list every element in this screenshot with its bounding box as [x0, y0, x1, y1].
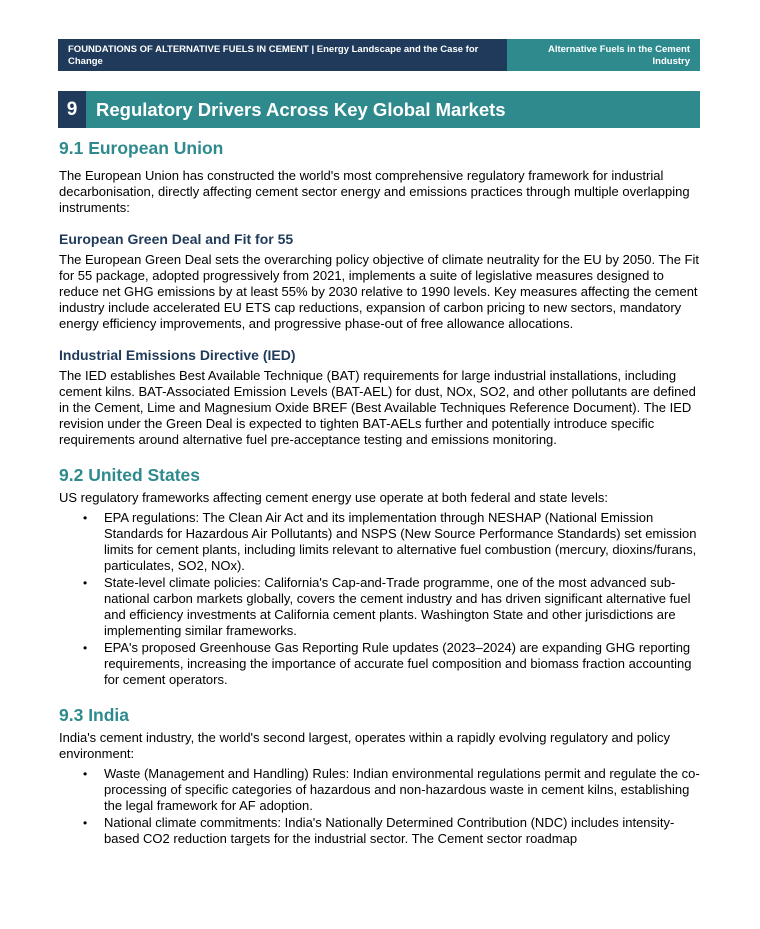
list-item-text: EPA's proposed Greenhouse Gas Reporting Rule updates (2023–2024) are expanding GHG reporting requirements, increasing the importance of accurate fuel composition and biomass fraction accounting for cement operators. — [104, 640, 692, 687]
india-intro-paragraph: India's cement industry, the world's second largest, operates within a rapidly evolving regulatory and policy environment: — [59, 730, 670, 761]
bullet-icon: • — [83, 816, 88, 830]
us-bullet-list — [83, 510, 704, 688]
header-left-title: FOUNDATIONS OF ALTERNATIVE FUELS IN CEMENT | Energy Landscape and the Case for Change — [58, 39, 507, 71]
section-heading-eu: 9.1 European Union — [59, 138, 224, 158]
eu-intro-paragraph: The European Union has constructed the world's most comprehensive regulatory framework for industrial decarbonisation, directly affecting cement sector energy and emissions practices through multiple overlapping instruments: — [59, 168, 690, 215]
bullet-icon: • — [83, 641, 88, 655]
list-item — [83, 815, 704, 847]
bullet-icon: • — [83, 767, 88, 781]
section-heading-us: 9.2 United States — [59, 465, 201, 485]
bullet-icon: • — [83, 511, 88, 525]
list-item-text: Waste (Management and Handling) Rules: Indian environmental regulations permit and regulate the co-processing of specific categories of hazardous and non-hazardous waste in cement kilns, establishing the legal framework for AF adoption. — [104, 766, 700, 813]
running-header — [58, 39, 700, 71]
chapter-number: 9 — [58, 91, 86, 128]
bullet-icon: • — [83, 576, 88, 590]
list-item-text: State-level climate policies: California's Cap-and-Trade programme, one of the most advanced sub-national carbon markets globally, covers the cement industry and has driven significant alternative fuel and efficiency investments at California cement plants. Washington State and other jurisdictions are implementing similar frameworks. — [104, 575, 691, 638]
ied-paragraph: The IED establishes Best Available Technique (BAT) requirements for large industrial installations, including cement kilns. BAT-Associated Emission Levels (BAT-AEL) for dust, NOx, SO2, and other pollutants are defined in the Cement, Lime and Magnesium Oxide BREF (Best Available Techniques Reference Document). The IED revision under the Green Deal is expected to tighten BAT-AELs further and potentially introduce specific requirements around alternative fuel pre-acceptance testing and emissions monitoring. — [59, 368, 696, 447]
subheading-green-deal: European Green Deal and Fit for 55 — [59, 231, 294, 247]
list-item-text: National climate commitments: India's Nationally Determined Contribution (NDC) includes intensity-based CO2 reduction targets for the industrial sector. The Cement sector roadmap — [104, 815, 675, 846]
section-heading-india: 9.3 India — [59, 705, 130, 725]
india-bullet-list — [83, 766, 704, 847]
list-item — [83, 575, 704, 639]
chapter-title: Regulatory Drivers Across Key Global Markets — [96, 98, 506, 120]
subheading-ied: Industrial Emissions Directive (IED) — [59, 347, 296, 363]
list-item — [83, 640, 704, 688]
chapter-bar — [58, 91, 700, 128]
green-deal-paragraph: The European Green Deal sets the overarching policy objective of climate neutrality for the EU by 2050. The Fit for 55 package, adopted progressively from 2021, implements a suite of legislative measures designed to reduce net GHG emissions by at least 55% by 2030 relative to 1990 levels. Key measures affecting the cement industry include accelerated EU ETS cap reductions, expansion of carbon pricing to new sectors, mandatory energy efficiency improvements, and progressive phase-out of free allowance allocations. — [59, 252, 699, 331]
header-right-title: Alternative Fuels in the Cement Industry — [507, 39, 700, 71]
list-item — [83, 766, 704, 814]
list-item — [83, 510, 704, 574]
list-item-text: EPA regulations: The Clean Air Act and its implementation through NESHAP (National Emission Standards for Hazardous Air Pollutants) and NSPS (New Source Performance Standards) set emission limits for cement plants, including limits relevant to alternative fuel combustion (mercury, dioxins/furans, particulates, SO2, NOx). — [104, 510, 697, 573]
us-intro-paragraph: US regulatory frameworks affecting cement energy use operate at both federal and state levels: — [59, 490, 608, 505]
page-content — [59, 137, 704, 848]
